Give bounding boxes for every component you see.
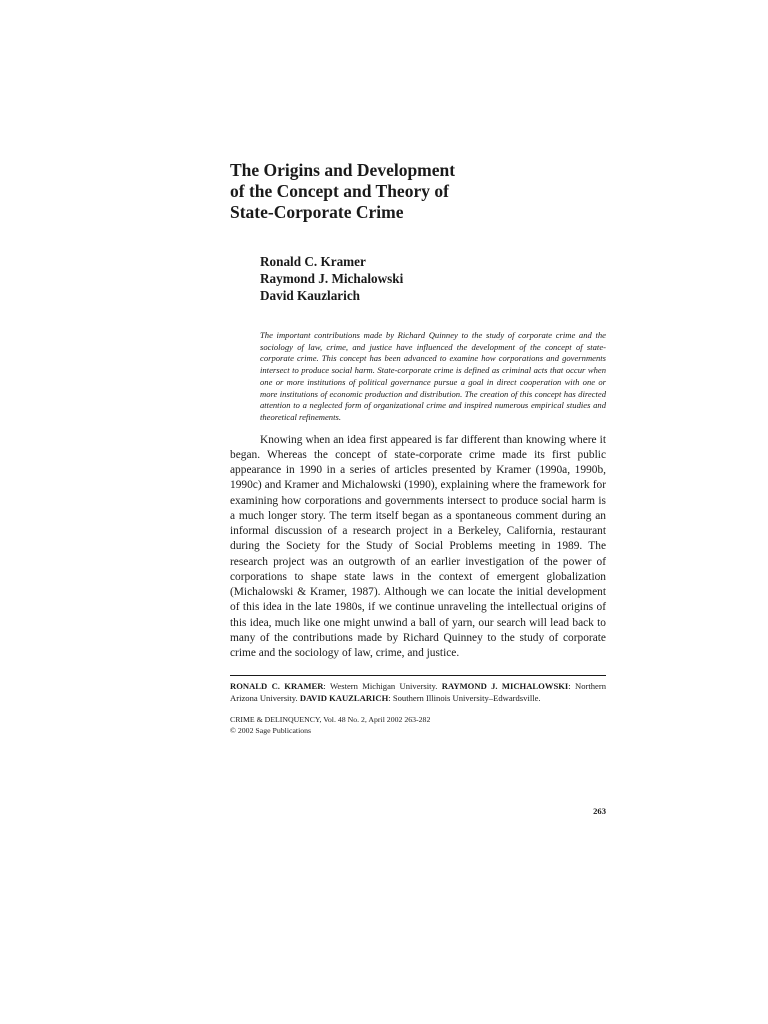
journal-info — [230, 715, 606, 736]
author-affiliations — [230, 681, 606, 704]
affiliation-institution: : Southern Illinois University–Edwardsville. — [388, 692, 541, 703]
abstract: The important contributions made by Richard Quinney to the study of corporate crime and the sociology of law, crime, and justice have influenced the development of the concept of state-corporate crime. This concept has been advanced to examine how corporations and governments intersect to produce social harm. State-corporate crime is defined as criminal acts that occur when one or more institutions of political governance pursue a goal in direct cooperation with one or more institutions of economic production and distribution. The creation of this concept has directed attention to a neglected form of organizational crime and inspired numerous empirical studies and theoretical refinements. — [260, 330, 606, 422]
title-line: State-Corporate Crime — [230, 202, 404, 222]
author-list — [260, 253, 606, 304]
affiliation-institution: : Northern Arizona University. — [230, 681, 607, 703]
footnote-divider — [230, 675, 606, 676]
affiliation-author: DAVID KAUZLARICH — [299, 692, 389, 703]
author-name: Raymond J. Michalowski — [260, 271, 404, 286]
affiliation-institution: : Western Michigan University. — [323, 681, 442, 692]
affiliation-author: RAYMOND J. MICHALOWSKI — [441, 681, 569, 692]
affiliation-author: RONALD C. KRAMER — [230, 681, 324, 692]
journal-citation: CRIME & DELINQUENCY, Vol. 48 No. 2, April 2002 263-282 — [230, 715, 431, 725]
copyright-notice: © 2002 Sage Publications — [230, 725, 312, 735]
body-paragraph: Knowing when an idea first appeared is far different than knowing where it began. Whereas the concept of state-corporate crime made its first public appearance in 1990 in a series of articles presented by Kramer (1990a, 1990b, 1990c) and Kramer and Michalowski (1990), explaining where the framework for examining how corporations and governments intersect to produce social harm is a much longer story. The term itself began as a spontaneous comment during an informal discussion of a research project in a Berkeley, California, restaurant during the Society for the Study of Social Problems meeting in 1989. The research project was an outgrowth of an earlier investigation of the power of corporations to shape state laws in the context of emergent globalization (Michalowski & Kramer, 1987). Although we can locate the initial development of this idea in the late 1980s, if we continue unraveling the intellectual origins of this idea, much like one might unwind a ball of yarn, our search will lead back to many of the contributions made by Richard Quinney to the study of corporate crime and the sociology of law, crime, and justice. — [230, 433, 606, 660]
author-name: David Kauzlarich — [260, 288, 361, 303]
article-first-page — [230, 160, 607, 816]
article-title — [230, 160, 606, 223]
author-name: Ronald C. Kramer — [260, 254, 366, 269]
title-line: of the Concept and Theory of — [230, 181, 449, 201]
page-number: 263 — [593, 806, 606, 816]
title-line: The Origins and Development — [230, 160, 456, 180]
